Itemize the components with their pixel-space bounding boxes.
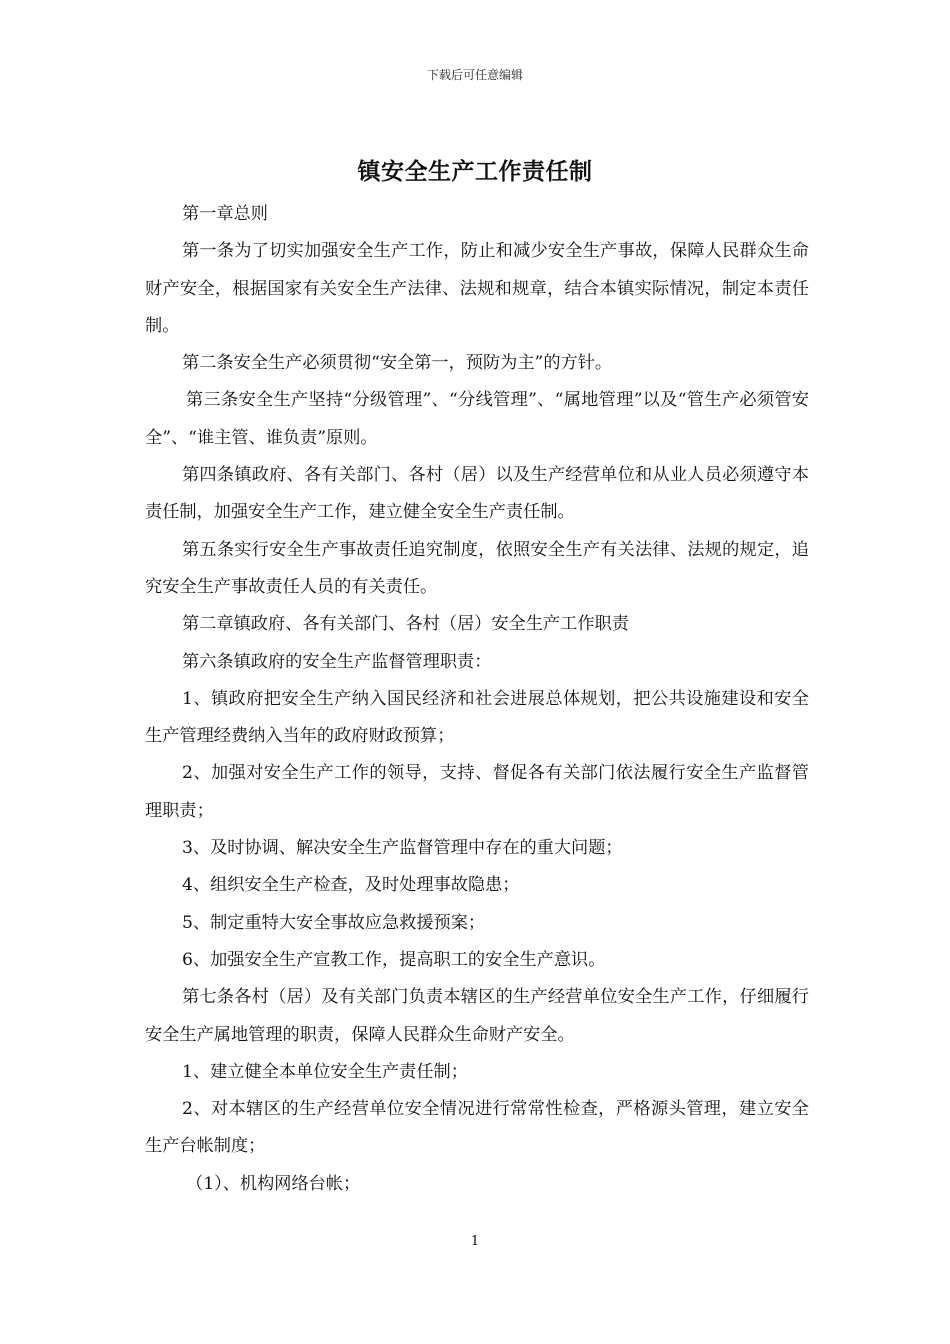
page-number: 1 — [470, 1234, 480, 1249]
list-item: 6、加强安全生产宣教工作，提高职工的安全生产意识。 — [182, 949, 606, 970]
document-body — [145, 196, 809, 1203]
article-6: 第六条镇政府的安全生产监督管理职责： — [182, 651, 492, 672]
article-5: 第五条实行安全生产事故责任追究制度，依照安全生产有关法律、法规的规定，追究安全生产事故责任人员的有关责任。 — [145, 539, 809, 597]
article-1: 第一条为了切实加强安全生产工作，防止和减少安全生产事故，保障人民群众生命财产安全，根据国家有关安全生产法律、法规和规章，结合本镇实际情况，制定本责任制。 — [145, 241, 809, 336]
list-item: 4、组织安全生产检查，及时处理事故隐患； — [182, 875, 520, 896]
article-4: 第四条镇政府、各有关部门、各村（居）以及生产经营单位和从业人员必须遵守本责任制，加强安全生产工作，建立健全安全生产责任制。 — [145, 465, 809, 523]
list-item: 1、建立健全本单位安全生产责任制； — [182, 1061, 468, 1082]
list-item: 2、对本辖区的生产经营单位安全情况进行常常性检查，严格源头管理，建立安全生产台帐制度； — [145, 1099, 809, 1157]
article-2: 第二条安全生产必须贯彻“安全第一，预防为主”的方针。 — [182, 353, 613, 374]
list-item: 1、镇政府把安全生产纳入国民经济和社会进展总体规划，把公共设施建设和安全生产管理经费纳入当年的政府财政预算； — [145, 688, 809, 747]
document-title: 镇安全生产工作责任制 — [357, 158, 593, 185]
sub-list-item: （1）、机构网络台帐； — [186, 1173, 361, 1194]
chapter-heading-1: 第一章总则 — [182, 204, 268, 224]
header-note: 下载后可任意编辑 — [426, 68, 523, 82]
chapter-heading-2: 第二章镇政府、各有关部门、各村（居）安全生产工作职责 — [182, 614, 629, 635]
article-7: 第七条各村（居）及有关部门负责本辖区的生产经营单位安全生产工作，仔细履行安全生产属地管理的职责，保障人民群众生命财产安全。 — [145, 987, 809, 1045]
list-item: 2、加强对安全生产工作的领导，支持、督促各有关部门依法履行安全生产监督管理职责； — [145, 763, 809, 821]
article-3: 第三条安全生产坚持“分级管理”、“分线管理”、“属地管理”以及“管生产必须管安全”、“谁主管、谁负责”原则。 — [145, 390, 809, 448]
list-item: 5、制定重特大安全事故应急救援预案； — [182, 912, 486, 933]
list-item: 3、及时协调、解决安全生产监督管理中存在的重大问题； — [182, 838, 623, 859]
